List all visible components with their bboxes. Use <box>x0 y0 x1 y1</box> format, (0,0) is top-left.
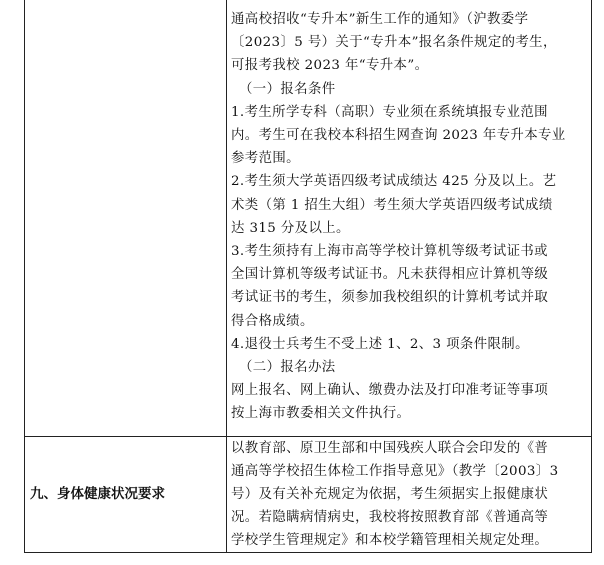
table-column-divider <box>226 0 227 553</box>
text-line: 术类（第 1 招生大组）考生须大学英语四级考试成绩 <box>231 198 553 213</box>
text-line: 内。考生可在我校本科招生网查询 2023 年专升本专业 <box>231 128 566 143</box>
health-requirements-cell <box>231 437 591 552</box>
text-line: 以教育部、原卫生部和中国残疾人联合会印发的《普 <box>231 441 549 456</box>
enrollment-conditions-cell <box>231 0 591 436</box>
text-line: 达 315 分及以上。 <box>231 221 350 236</box>
text-line: 况。若隐瞒病情病史，我校将按照教育部《普通高等 <box>231 510 549 525</box>
text-line: 1.考生所学专科（高职）专业须在系统填报专业范围 <box>231 105 548 120</box>
text-line: 参考范围。 <box>231 151 300 166</box>
text-line: 考试证书的考生，须参加我校组织的计算机考试并取 <box>231 290 549 305</box>
section-heading: （二）报名办法 <box>239 360 336 375</box>
table-border-left <box>24 0 25 553</box>
text-line: 按上海市教委相关文件执行。 <box>231 406 411 421</box>
section-heading: （一）报名条件 <box>239 82 336 97</box>
text-line: 通高校招收“专升本”新生工作的通知》（沪教委学 <box>231 12 529 27</box>
text-line: 得合格成绩。 <box>231 314 314 329</box>
text-line: 学校学生管理规定》和本校学籍管理相关规定处理。 <box>231 533 549 548</box>
text-line: 2.考生须大学英语四级考试成绩达 425 分及以上。艺 <box>231 174 557 189</box>
text-line: 通高等学校招生体检工作指导意见》（教学〔2003〕3 <box>231 464 559 479</box>
text-line: 网上报名、网上确认、缴费办法及打印准考证等事项 <box>231 383 549 398</box>
table-border-bottom <box>24 552 592 553</box>
health-requirements-label: 九、身体健康状况要求 <box>30 486 165 502</box>
text-line: 4.退役士兵考生不受上述 1、2、3 项条件限制。 <box>231 337 529 352</box>
text-line: 可报考我校 2023 年“专升本”。 <box>231 58 429 73</box>
text-line: 3.考生须持有上海市高等学校计算机等级考试证书或 <box>231 244 548 259</box>
text-line: 全国计算机等级考试证书。凡未获得相应计算机等级 <box>231 267 549 282</box>
text-line: 〔2023〕5 号）关于“专升本”报名条件规定的考生， <box>231 35 557 50</box>
text-line: 号）及有关补充规定为依据，考生须据实上报健康状 <box>231 487 549 502</box>
